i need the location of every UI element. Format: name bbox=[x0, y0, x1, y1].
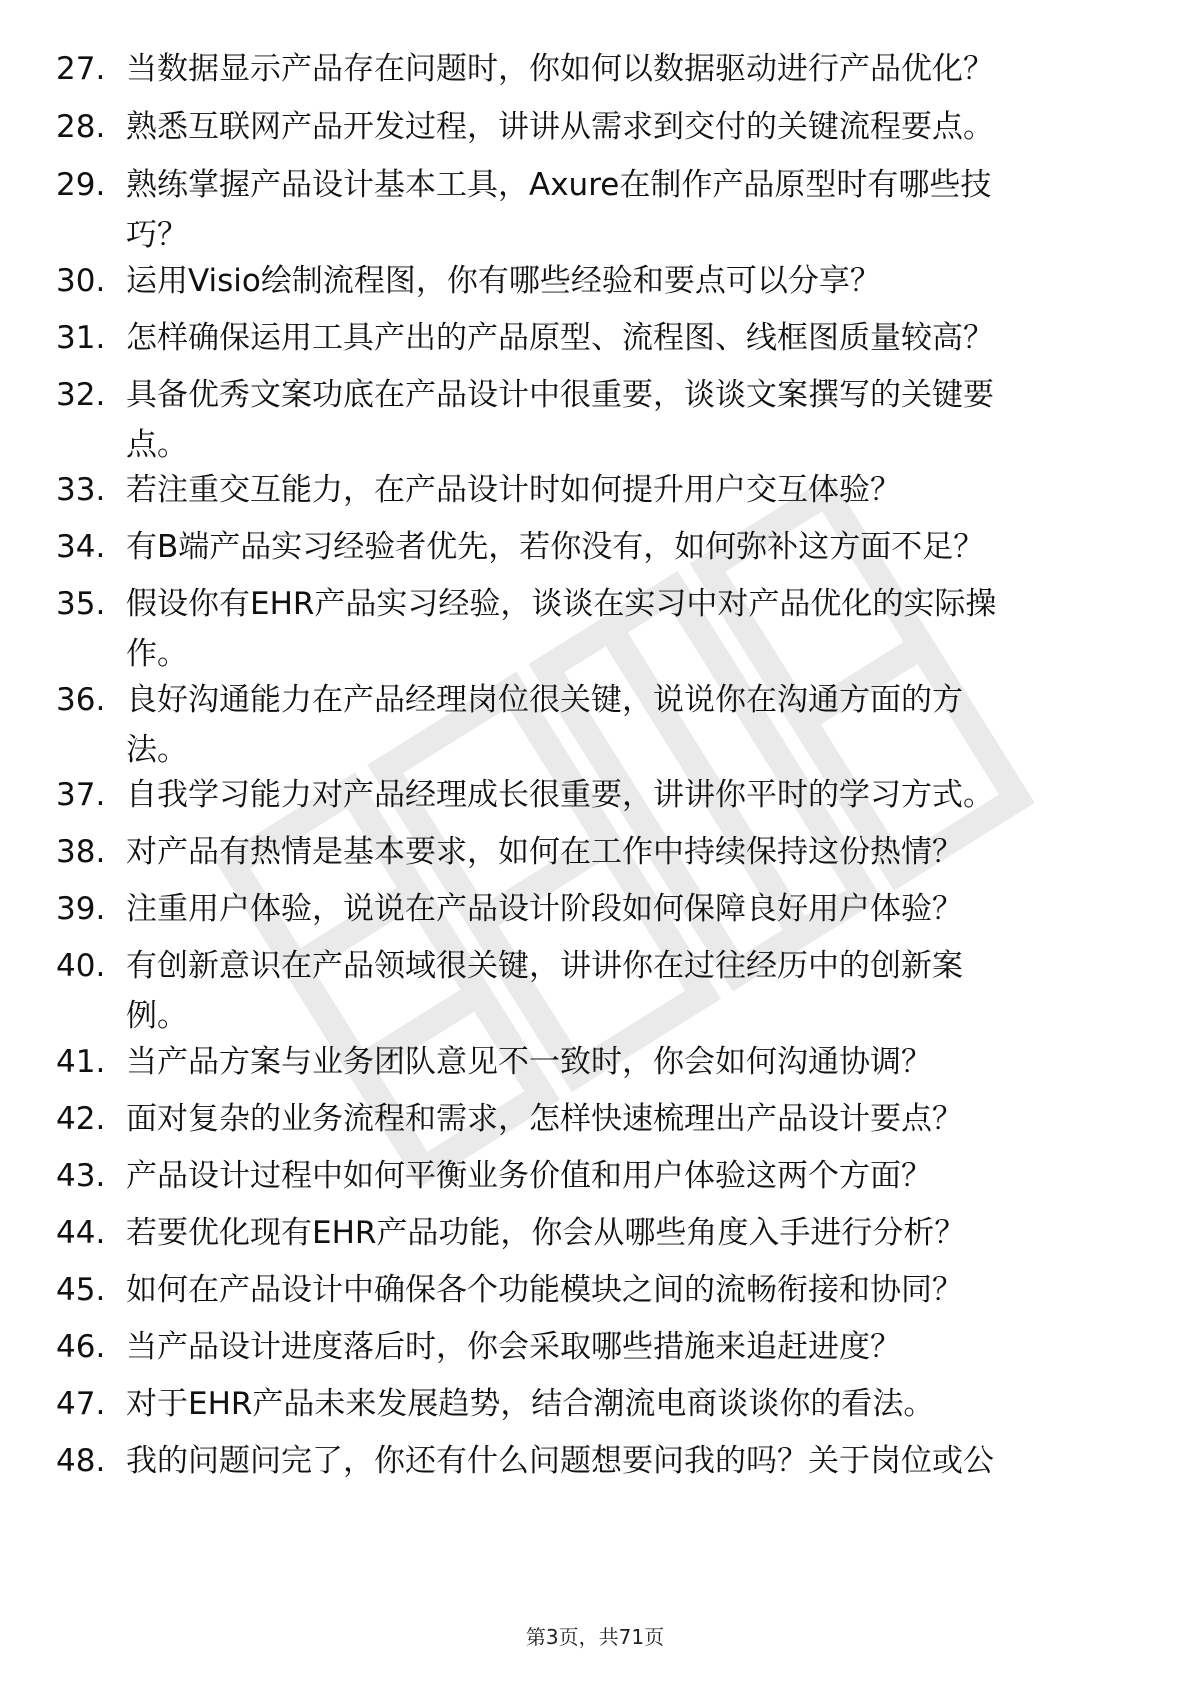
question-text: 良好沟通能力在产品经理岗位很关键，说说你在沟通方面的方 法。 bbox=[126, 682, 963, 768]
question-text: 假设你有EHR产品实习经验，谈谈在实习中对产品优化的实际操 作。 bbox=[126, 586, 997, 672]
question-number: 45. bbox=[56, 1272, 106, 1308]
question-number: 28. bbox=[56, 109, 106, 145]
question-text: 若注重交互能力，在产品设计时如何提升用户交互体验？ bbox=[126, 472, 901, 508]
question-number: 43. bbox=[56, 1158, 106, 1194]
question-number: 30. bbox=[56, 263, 106, 299]
question-number: 29. bbox=[56, 167, 106, 203]
question-text: 运用Visio绘制流程图，你有哪些经验和要点可以分享？ bbox=[126, 263, 881, 299]
question-number: 41. bbox=[56, 1044, 106, 1080]
page-footer: 第3页，共71页 bbox=[525, 1625, 665, 1649]
question-number: 33. bbox=[56, 472, 106, 508]
question-number: 34. bbox=[56, 529, 106, 565]
question-text: 熟悉互联网产品开发过程，讲讲从需求到交付的关键流程要点。 bbox=[126, 109, 994, 145]
question-text: 如何在产品设计中确保各个功能模块之间的流畅衔接和协同？ bbox=[126, 1272, 963, 1308]
question-text: 有B端产品实习经验者优先，若你没有，如何弥补这方面不足？ bbox=[126, 529, 985, 565]
question-number: 47. bbox=[56, 1386, 106, 1422]
question-number: 31. bbox=[56, 320, 106, 356]
question-text: 注重用户体验，说说在产品设计阶段如何保障良好用户体验？ bbox=[126, 891, 963, 927]
question-text: 若要优化现有EHR产品功能，你会从哪些角度入手进行分析？ bbox=[126, 1215, 966, 1251]
question-text: 自我学习能力对产品经理成长很重要，讲讲你平时的学习方式。 bbox=[126, 777, 994, 813]
question-text: 熟练掌握产品设计基本工具，Axure在制作产品原型时有哪些技 巧？ bbox=[126, 167, 992, 253]
question-text: 我的问题问完了，你还有什么问题想要问我的吗？关于岗位或公 bbox=[126, 1443, 994, 1479]
question-number: 37. bbox=[56, 777, 106, 813]
question-text: 面对复杂的业务流程和需求，怎样快速梳理出产品设计要点？ bbox=[126, 1101, 963, 1137]
question-number: 38. bbox=[56, 834, 106, 870]
question-number: 48. bbox=[56, 1443, 106, 1479]
question-text: 具备优秀文案功底在产品设计中很重要，谈谈文案撰写的关键要 点。 bbox=[126, 377, 994, 463]
question-text: 对于EHR产品未来发展趋势，结合潮流电商谈谈你的看法。 bbox=[126, 1386, 935, 1422]
question-number: 32. bbox=[56, 377, 106, 413]
question-number: 46. bbox=[56, 1329, 106, 1365]
question-number: 42. bbox=[56, 1101, 106, 1137]
question-number: 35. bbox=[56, 586, 106, 622]
question-text: 怎样确保运用工具产出的产品原型、流程图、线框图质量较高？ bbox=[126, 320, 994, 356]
question-number: 39. bbox=[56, 891, 106, 927]
question-text: 当数据显示产品存在问题时，你如何以数据驱动进行产品优化？ bbox=[126, 51, 994, 87]
question-text: 对产品有热情是基本要求，如何在工作中持续保持这份热情？ bbox=[126, 834, 963, 870]
question-number: 27. bbox=[56, 51, 106, 87]
question-number: 44. bbox=[56, 1215, 106, 1251]
question-text: 产品设计过程中如何平衡业务价值和用户体验这两个方面？ bbox=[126, 1158, 932, 1194]
question-text: 当产品方案与业务团队意见不一致时，你会如何沟通协调？ bbox=[126, 1044, 932, 1080]
question-number: 36. bbox=[56, 682, 106, 718]
question-number: 40. bbox=[56, 948, 106, 984]
question-text: 有创新意识在产品领域很关键，讲讲你在过往经历中的创新案 例。 bbox=[126, 948, 963, 1034]
question-text: 当产品设计进度落后时，你会采取哪些措施来追赶进度？ bbox=[126, 1329, 901, 1365]
